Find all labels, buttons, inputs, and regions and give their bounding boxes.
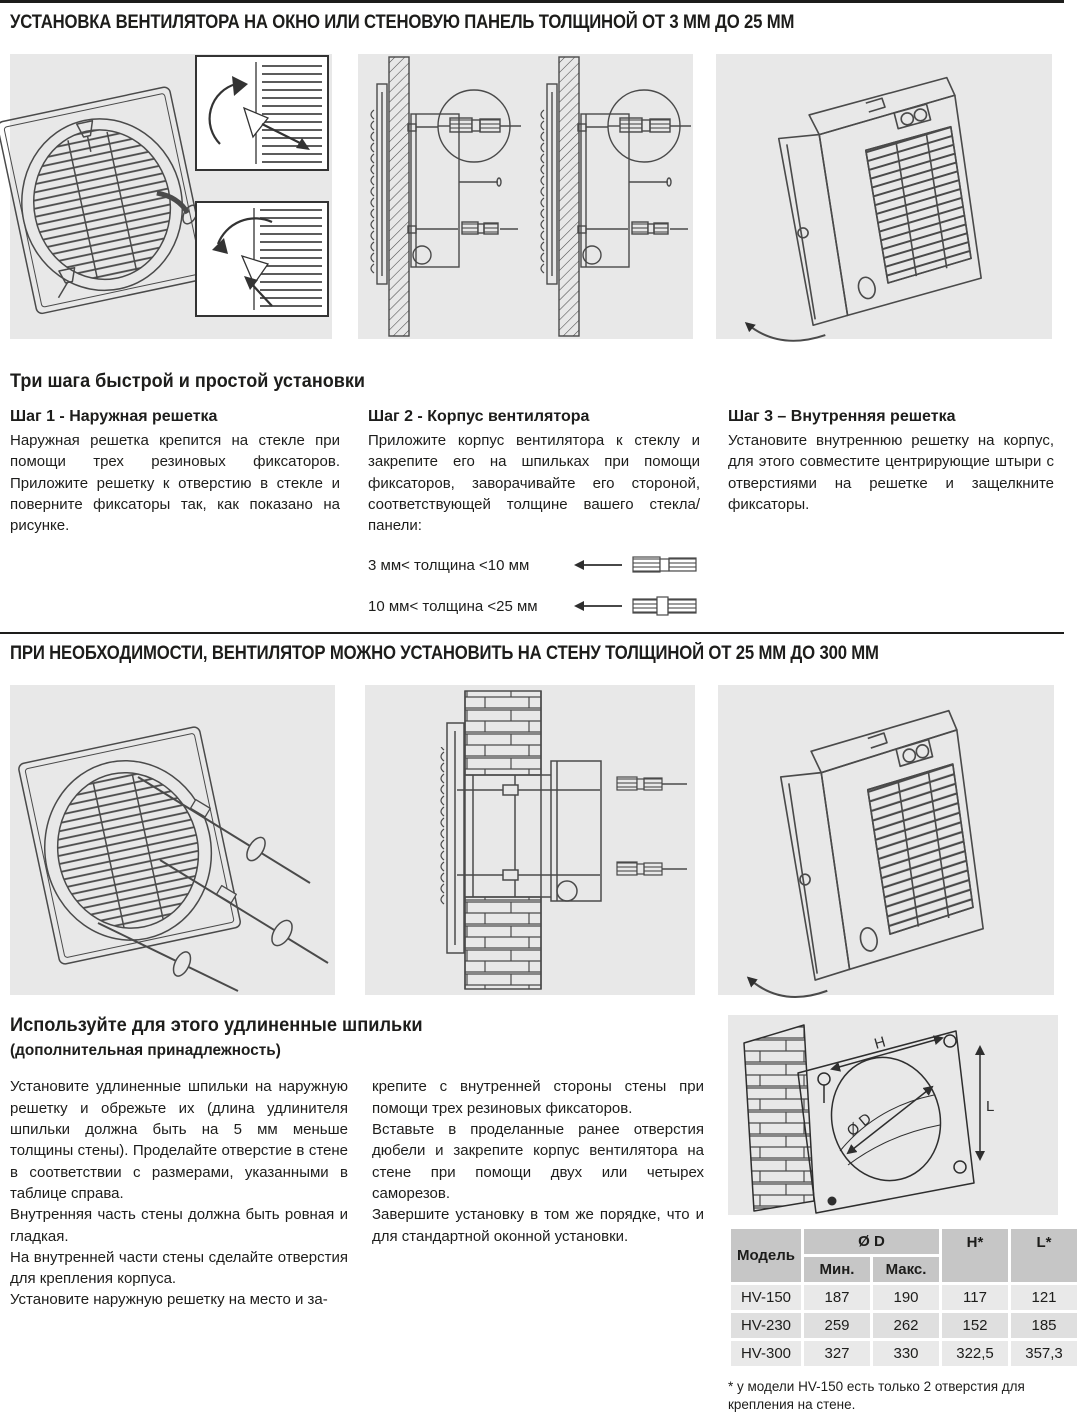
cell-l: 121 bbox=[1011, 1285, 1077, 1310]
col-header-h: H* bbox=[942, 1229, 1008, 1282]
step-2 bbox=[368, 408, 700, 618]
cell-model: HV-300 bbox=[731, 1341, 801, 1366]
col-header-model: Модель bbox=[731, 1229, 801, 1282]
cell-l: 357,3 bbox=[1011, 1341, 1077, 1366]
step-1-title: Шаг 1 - Наружная решетка bbox=[10, 408, 218, 425]
body-paragraph: Завершите установку в том же порядке, что и для стандартной оконной установки. bbox=[372, 1206, 704, 1245]
grille-fixators-drawing bbox=[10, 54, 332, 339]
cell-l: 185 bbox=[1011, 1313, 1077, 1338]
illustration-fan-perspective bbox=[716, 54, 1052, 339]
dimensions-table bbox=[728, 1226, 1080, 1369]
wall-dimensions-drawing bbox=[728, 1015, 1058, 1215]
cell-d-max: 190 bbox=[873, 1285, 939, 1310]
wall-install-text-block bbox=[10, 1015, 704, 1414]
illustration-wall-dimensions bbox=[728, 1015, 1058, 1215]
section-divider-rule bbox=[0, 632, 1064, 634]
step-1-body: Наружная решетка крепится на стекле при помощи трех резиновых фиксаторов. Приложите решетку к отверстию в стекле и поверните фиксаторы так, как показано на рисунке. bbox=[10, 432, 340, 535]
illustration-grille-long-pins bbox=[10, 685, 335, 995]
body-column-1 bbox=[10, 1076, 348, 1310]
fixator-icon bbox=[632, 594, 700, 618]
cell-d-max: 262 bbox=[873, 1313, 939, 1338]
illustration-window-cross-sections bbox=[358, 54, 693, 339]
col-header-l: L* bbox=[1011, 1229, 1077, 1282]
section1-heading: УСТАНОВКА ВЕНТИЛЯТОРА НА ОКНО ИЛИ СТЕНОВУЮ ПАНЕЛЬ ТОЛЩИНОЙ ОТ 3 ММ ДО 25 ММ bbox=[10, 12, 795, 33]
body-paragraph: Установите наружную решетку на место и за- bbox=[10, 1291, 328, 1309]
left-arrow-icon bbox=[564, 554, 626, 576]
wall-cross-section-drawing bbox=[365, 685, 695, 995]
cell-h: 322,5 bbox=[942, 1341, 1008, 1366]
dimensions-block bbox=[728, 1015, 1064, 1414]
section2-heading: ПРИ НЕОБХОДИМОСТИ, ВЕНТИЛЯТОР МОЖНО УСТАНОВИТЬ НА СТЕНУ ТОЛЩИНОЙ ОТ 25 ММ ДО 300 ММ bbox=[10, 643, 879, 665]
thickness-option-2 bbox=[368, 594, 700, 618]
cell-h: 152 bbox=[942, 1313, 1008, 1338]
cell-model: HV-230 bbox=[731, 1313, 801, 1338]
col-header-d-max: Макс. bbox=[873, 1257, 939, 1282]
step-1 bbox=[10, 408, 340, 536]
step-2-body: Приложите корпус вентилятора к стеклу и закрепите его на шпильках при помощи фиксаторов, заворачивайте его стороной, соответствующей толщине вашего стекла/панели: bbox=[368, 432, 700, 535]
window-cross-section-drawing bbox=[358, 54, 693, 339]
col-header-diameter: Ø D bbox=[804, 1229, 939, 1254]
wall-install-details bbox=[10, 1015, 1063, 1414]
cell-d-max: 330 bbox=[873, 1341, 939, 1366]
illustration-wall-cross-section bbox=[365, 685, 695, 995]
cell-d-min: 259 bbox=[804, 1313, 870, 1338]
steps-row bbox=[10, 408, 1054, 618]
dim-label-d: Ø D bbox=[843, 1110, 876, 1141]
cell-d-min: 187 bbox=[804, 1285, 870, 1310]
dim-label-l: L bbox=[986, 1098, 995, 1116]
body-text-columns bbox=[10, 1076, 704, 1310]
thickness-option-1 bbox=[368, 553, 700, 577]
wall-install-illustrations bbox=[10, 685, 1054, 995]
dim-label-h: H bbox=[872, 1033, 888, 1054]
steps-subheading: Три шага быстрой и простой установки bbox=[10, 371, 366, 392]
pins-subheading: Используйте для этого удлиненные шпильки bbox=[10, 1015, 423, 1037]
illustration-fan-perspective-2 bbox=[718, 685, 1054, 995]
table-row bbox=[731, 1341, 1077, 1366]
cell-model: HV-150 bbox=[731, 1285, 801, 1310]
body-paragraph: Внутренняя часть стены должна быть ровная и гладкая. bbox=[10, 1206, 348, 1245]
step-2-title: Шаг 2 - Корпус вентилятора bbox=[368, 408, 590, 425]
table-row bbox=[731, 1313, 1077, 1338]
col-header-d-min: Мин. bbox=[804, 1257, 870, 1282]
top-rule bbox=[0, 0, 1064, 3]
table-footnote: * у модели HV-150 есть только 2 отверстия для крепления на стене. bbox=[728, 1379, 1025, 1413]
fan-perspective-drawing bbox=[716, 54, 1052, 339]
table-row bbox=[731, 1285, 1077, 1310]
body-paragraph: крепите с внутренней стороны стены при помощи трех резиновых фиксаторов. bbox=[372, 1078, 704, 1117]
body-paragraph: На внутренней части стены сделайте отверстия для крепления корпуса. bbox=[10, 1248, 348, 1288]
fan-perspective-drawing-2 bbox=[718, 685, 1054, 995]
pins-subheading-note: (дополнительная принадлежность) bbox=[10, 1042, 281, 1060]
step-3-title: Шаг 3 – Внутренняя решетка bbox=[728, 408, 956, 425]
body-paragraph: Установите удлиненные шпильки на наружную решетку и обрежьте их (длина удлинителя шпильки должна быть на 5 мм меньше толщины стены). Проделайте отверстие в стене в соответствии с размерами, указанными в таблице справа. bbox=[10, 1078, 348, 1202]
fixator-icon bbox=[632, 553, 700, 577]
body-paragraph: Вставьте в проделанные ранее отверстия дюбели и закрепите корпус вентилятора на стене при помощи двух или четырех саморезов. bbox=[372, 1121, 704, 1202]
thickness-option-2-label: 10 мм< толщина <25 мм bbox=[368, 597, 538, 615]
left-arrow-icon bbox=[564, 595, 626, 617]
thickness-option-1-label: 3 мм< толщина <10 мм bbox=[368, 556, 530, 574]
body-column-2 bbox=[372, 1076, 704, 1310]
cell-d-min: 327 bbox=[804, 1341, 870, 1366]
illustration-grille-fixators bbox=[10, 54, 332, 339]
step-3-body: Установите внутреннюю решетку на корпус, для этого совместите центрирующие штыри с отверстиями на решетке и защелкните фиксаторы. bbox=[728, 432, 1054, 513]
cell-h: 117 bbox=[942, 1285, 1008, 1310]
step-3 bbox=[728, 408, 1054, 515]
grille-long-pins-drawing bbox=[10, 685, 335, 995]
window-install-illustrations bbox=[10, 54, 1054, 339]
